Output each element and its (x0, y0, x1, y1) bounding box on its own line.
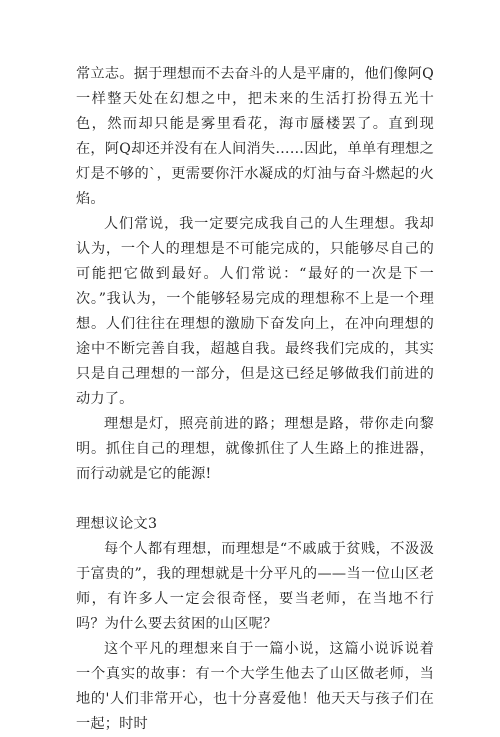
paragraph-1: 常立志。据于理想而不去奋斗的人是平庸的，他们像阿Q一样整天处在幻想之中，把未来的生活打扮得五光十色，然而却只能是雾里看花，海市蜃楼罢了。直到现在，阿Q却还并没有在人间消失……因此，单单有理想之灯是不够的`，更需要你汗水凝成的灯油与奋斗燃起的火焰。 (76, 66, 434, 207)
paragraph-4: 每个人都有理想，而理想是“不戚戚于贫贱，不汲汲于富贵的”，我的理想就是十分平凡的——当一位山区老师，有许多人一定会很奇怪，要当老师，在当地不行吗？为什么要去贫困的山区呢？ (76, 541, 434, 632)
section-gap (76, 487, 434, 512)
paragraph-3: 理想是灯，照亮前进的路；理想是路，带你走向黎明。抓住自己的理想，就像抓住了人生路上的推进器，而行动就是它的能源! (76, 416, 434, 482)
paragraph-2: 人们常说，我一定要完成我自己的人生理想。我却认为，一个人的理想是不可能完成的，只能够尽自己的可能把它做到最好。人们常说：“最好的一次是下一次。”我认为，一个能够轻易完成的理想称不上是一个理想。人们往往在理想的激励下奋发向上，在冲向理想的途中不断完善自我，超越自我。最终我们完成的，其实只是自己理想的一部分，但是这已经足够做我们前进的动力了。 (76, 216, 434, 407)
paragraph-5: 这个平凡的理想来自于一篇小说，这篇小说诉说着一个真实的故事：有一个大学生他去了山区做老师，当地的'人们非常开心，也十分喜爱他！他天天与孩子们在一起；时时 (76, 641, 434, 732)
section-heading: 理想议论文3 (76, 516, 158, 532)
